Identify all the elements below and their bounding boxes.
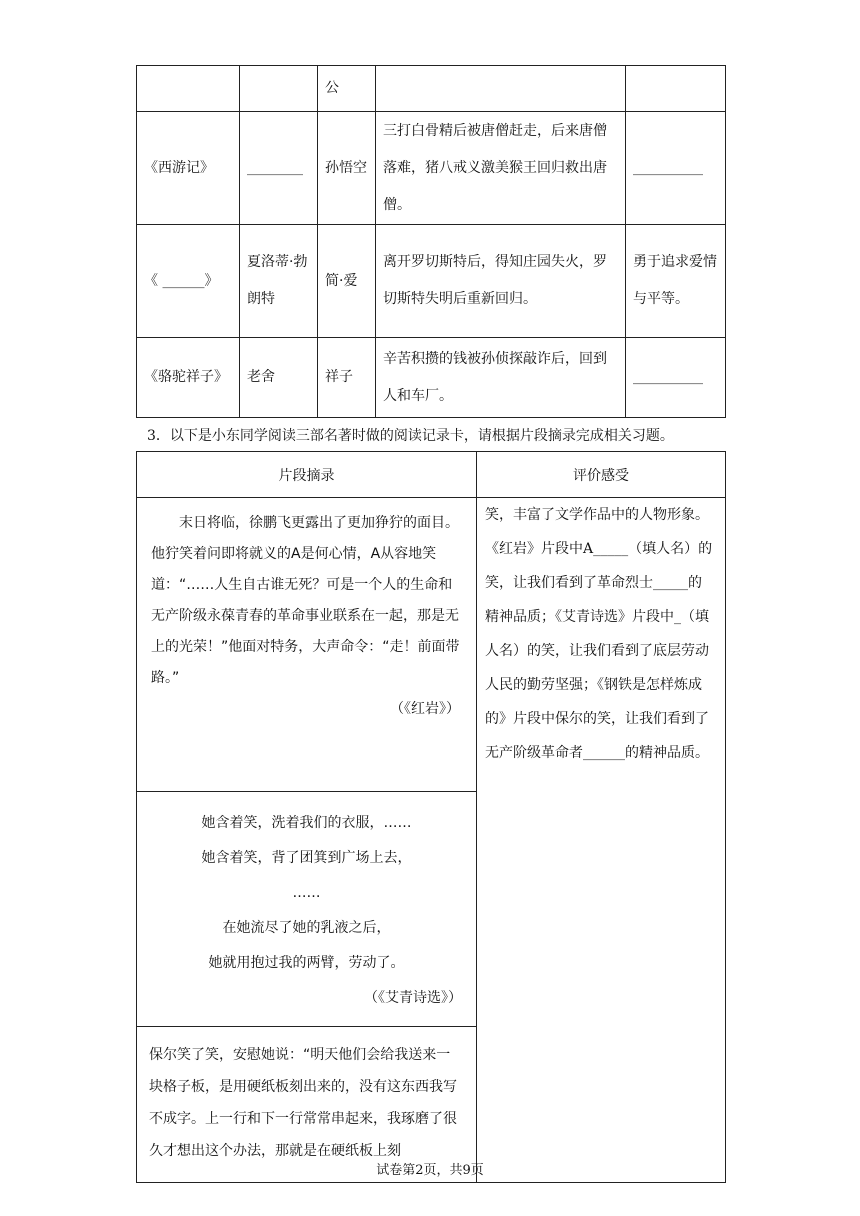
novel-info-table <box>136 65 726 418</box>
table-row <box>137 498 726 792</box>
event-cell <box>376 66 626 112</box>
event-cell: 辛苦积攒的钱被孙侦探敲诈后，回到人和车厂。 <box>376 338 626 418</box>
header-evaluation: 评价感受 <box>477 452 726 498</box>
quality-cell <box>626 66 726 112</box>
table-header-row <box>137 452 726 498</box>
table-row <box>137 338 726 418</box>
page-footer: 试卷第2页，共9页 <box>376 1163 484 1178</box>
excerpt-hongyan <box>137 498 477 792</box>
excerpt-hongyan-source: （《红岩》） <box>390 701 460 717</box>
book-cell: 《 ______》 <box>137 225 240 338</box>
event-cell: 三打白骨精后被唐僧赶走，后来唐僧落难，猪八戒义激美猴王回归救出唐僧。 <box>376 112 626 225</box>
reading-record-table <box>136 451 726 1183</box>
excerpt-gangtie-text: 保尔笑了笑，安慰她说：“明天他们会给我送来一块格子板，是用硬纸板刻出来的，没有这东西我写不成字。上一行和下一行常常串起来，我琢磨了很久才想出这个办法，那就是在硬纸板上刻 <box>149 1047 457 1159</box>
table-row <box>137 66 726 112</box>
author-cell: 老舍 <box>240 338 318 418</box>
excerpt-aiqing-source: （《艾青诗选》） <box>364 990 462 1006</box>
excerpt-aiqing <box>137 792 477 1027</box>
book-cell: 《西游记》 <box>137 112 240 225</box>
table-row <box>137 225 726 338</box>
header-excerpt: 片段摘录 <box>137 452 477 498</box>
poem-line: 在她流尽了她的乳液之后， <box>222 920 391 936</box>
author-cell <box>240 66 318 112</box>
character-cell: 祥子 <box>318 338 376 418</box>
question-3-text: 3．以下是小东同学阅读三部名著时做的阅读记录卡，请根据片段摘录完成相关习题。 <box>147 428 674 444</box>
evaluation-cell <box>477 498 726 1183</box>
excerpt-hongyan-text: 末日将临，徐鹏飞更露出了更加狰狞的面目。他狞笑着问即将就义的A是何心情，A从容地笑道：“……人生自古谁无死？可是一个人的生命和无产阶级永葆青春的革命事业联系在一起，那是无上的光荣！”他面对特务，大声命令：“走！前面带路。” <box>151 515 460 686</box>
event-cell: 离开罗切斯特后，得知庄园失火，罗切斯特失明后重新回归。 <box>376 225 626 338</box>
character-cell: 孙悟空 <box>318 112 376 225</box>
author-cell: 夏洛蒂·勃朗特 <box>240 225 318 338</box>
poem-line: 她含着笑，背了团箕到广场上去， <box>201 850 412 866</box>
quality-cell: __________ <box>626 112 726 225</box>
character-cell: 简·爱 <box>318 225 376 338</box>
table-row <box>137 112 726 225</box>
poem-line: …… <box>292 885 321 901</box>
book-cell <box>137 66 240 112</box>
poem-line: 她就用抱过我的两臂，劳动了。 <box>208 955 405 971</box>
evaluation-text: 笑，丰富了文学作品中的人物形象。《红岩》片段中A_____（填人名）的笑，让我们看到了革命烈士_____的精神品质；《艾青诗选》片段中_（填人名）的笑，让我们看到了底层劳动人民的勤劳坚强；《钢铁是怎样炼成的》片段中保尔的笑，让我们看到了无产阶级革命者______的精神品质。 <box>485 507 713 761</box>
quality-cell: 勇于追求爱情与平等。 <box>626 225 726 338</box>
quality-cell: __________ <box>626 338 726 418</box>
book-cell: 《骆驼祥子》 <box>137 338 240 418</box>
poem-line: 她含着笑，洗着我们的衣服，…… <box>201 815 412 831</box>
character-cell: 公 <box>318 66 376 112</box>
author-cell: ________ <box>240 112 318 225</box>
